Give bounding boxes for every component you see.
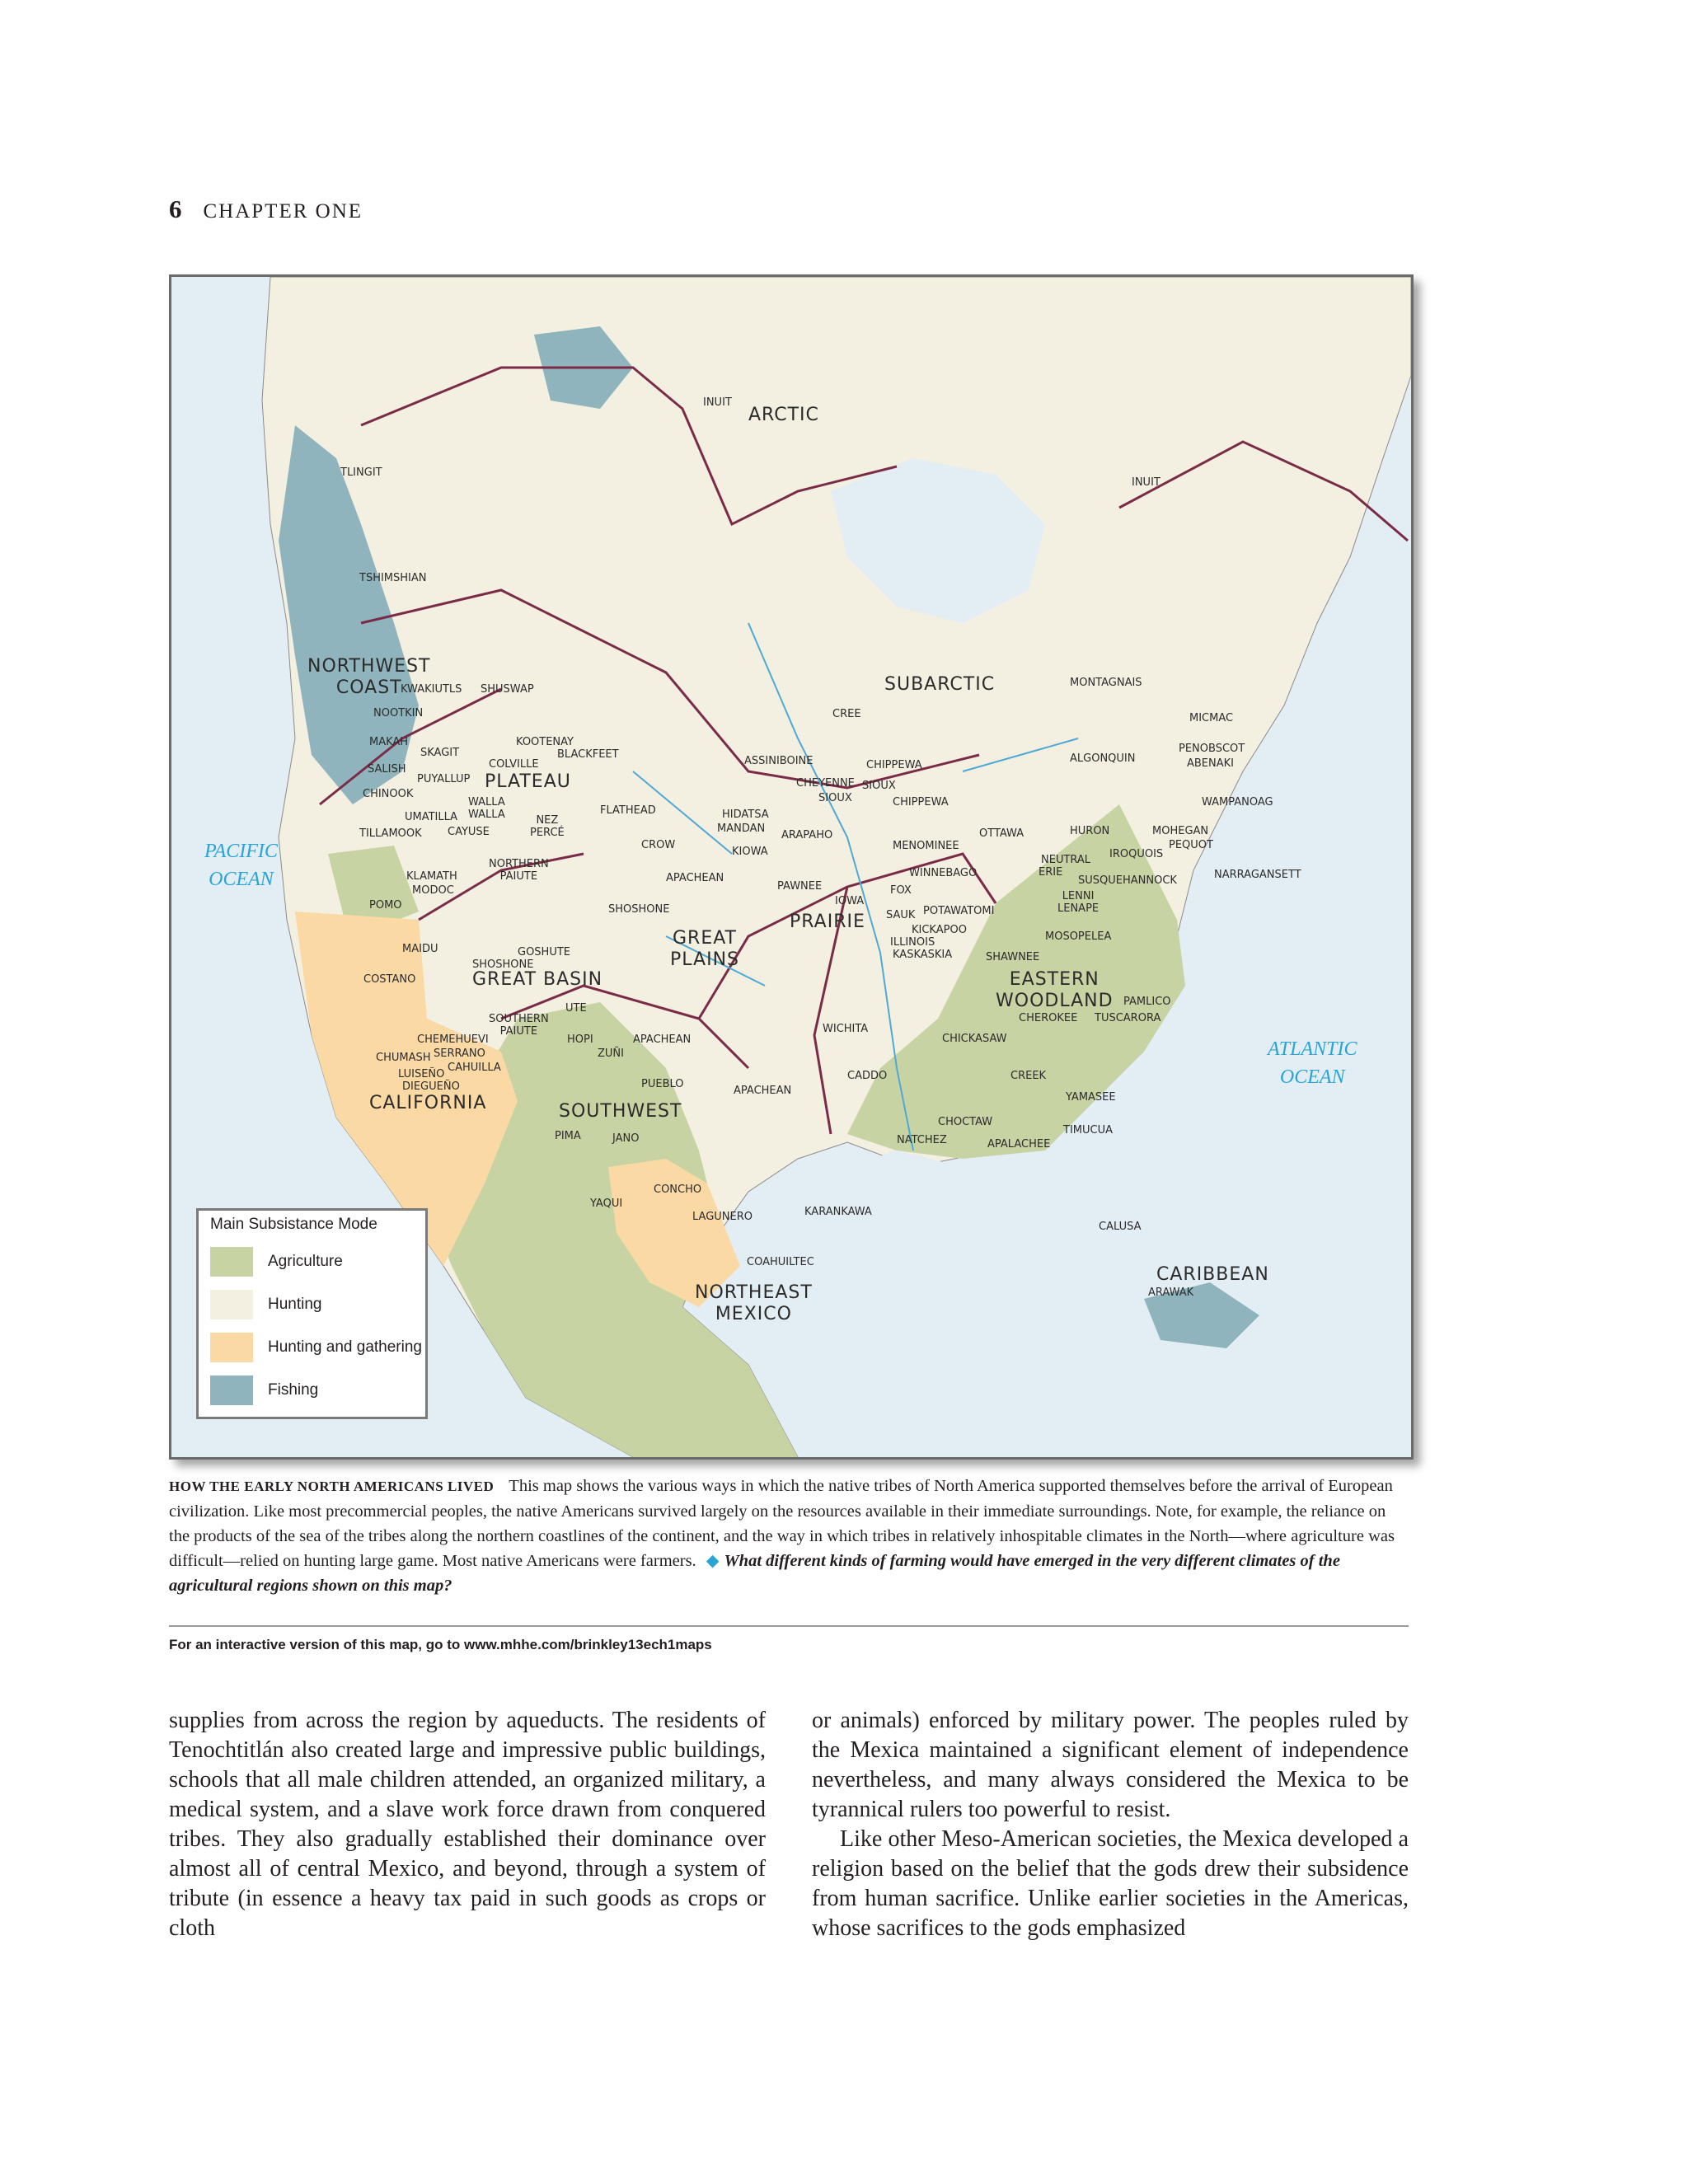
tribe-label: COAHUILTEC [747,1256,814,1268]
tribe-label: YAMASEE [1066,1091,1116,1104]
tribe-label: WAMPANOAG [1202,796,1273,808]
tribe-label: SHOSHONE [472,958,534,971]
tribe-label: KOOTENAY [516,736,574,748]
legend-item-fishing [210,1376,425,1405]
caption-question: What different kinds of farming would have emerged in the very different climates of the agricultural regions shown on this map? [169,1552,1340,1595]
tribe-label: PEQUOT [1169,839,1213,851]
tribe-label: TILLAMOOK [359,827,422,840]
tribe-label: SIOUX [818,792,852,804]
tribe-label: SERRANO [434,1047,485,1060]
tribe-label: POTAWATOMI [923,905,995,917]
tribe-label: CHIPPEWA [866,759,922,771]
body-column-right [812,1706,1409,1943]
tribe-label: CHUMASH [376,1052,431,1064]
tribe-label: ABENAKI [1187,757,1235,770]
caption-title: HOW THE EARLY NORTH AMERICANS LIVED [169,1479,495,1494]
tribe-label: NORTHERN PAIUTE [489,858,549,883]
legend-swatch [210,1290,253,1319]
page-number: 6 [169,194,182,223]
caption-divider [169,1625,1409,1627]
tribe-label: APACHEAN [633,1033,692,1046]
paragraph: supplies from across the region by aqueducts. The residents of Tenochtitlán also created large and impressive public buildings, schools that all male children attended, an organized military, a medical system, and a slave work force drawn from conquered tribes. They also gradually established their dominance over almost all of central Mexico, and beyond, through a system of tribute (in essence a heavy tax paid in such goods as crops or cloth [169,1708,766,1941]
tribe-label: SOUTHERN PAIUTE [489,1013,549,1038]
tribe-label: TSHIMSHIAN [359,572,427,584]
tribe-label: MANDAN [717,823,766,835]
tribe-label: LENNI LENAPE [1057,890,1100,915]
tribe-label: PUYALLUP [417,773,471,785]
tribe-label: APALACHEE [987,1138,1051,1151]
region-california: CALIFORNIA [369,1093,487,1113]
tribe-label: GOSHUTE [518,946,571,958]
tribe-label: POMO [369,899,402,912]
tribe-label: APACHEAN [734,1085,792,1097]
legend-label: Hunting [268,1296,322,1313]
tribe-label: MENOMINEE [893,840,959,852]
tribe-label: HURON [1070,825,1110,837]
tribe-label: UMATILLA [405,811,458,823]
pacific-ocean-label: PACIFIC OCEAN [204,841,278,890]
tribe-label: KASKASKIA [893,949,953,961]
tribe-label: ERIE [1039,866,1063,879]
tribe-label: TUSCARORA [1095,1012,1161,1024]
tribe-label: CREE [832,708,861,720]
tribe-label: PUEBLO [641,1078,684,1090]
tribe-label: SHOSHONE [608,903,670,916]
tribe-label: TLINGIT [340,466,382,479]
subsistence-map [169,274,1414,1460]
legend-item-hunting-gathering [210,1333,425,1362]
tribe-label: OTTAWA [979,827,1025,840]
tribe-label: WINNEBAGO [909,867,978,879]
tribe-label: MONTAGNAIS [1070,677,1142,689]
tribe-label: KWAKIUTLS [401,683,462,696]
legend-item-hunting [210,1290,425,1319]
tribe-label: YAQUI [590,1197,623,1210]
map-legend [196,1208,428,1419]
tribe-label: HIDATSA [722,808,769,821]
legend-label: Agriculture [268,1253,343,1270]
tribe-label: LUISEÑO [398,1068,445,1080]
region-southwest: SOUTHWEST [559,1101,682,1122]
body-column-left [169,1706,766,1943]
tribe-label: NEZ PERCÉ [530,814,565,839]
tribe-label: HOPI [567,1033,593,1046]
tribe-label: NEUTRAL [1041,854,1091,866]
region-northeast-mexico: NORTHEAST MEXICO [695,1282,813,1324]
chapter-title: CHAPTER ONE [203,200,363,223]
tribe-label: PAWNEE [777,880,823,893]
tribe-label: TIMUCUA [1063,1124,1113,1137]
tribe-label: KARANKAWA [804,1206,872,1218]
tribe-label: PAMLICO [1123,996,1171,1008]
tribe-label: COLVILLE [489,758,539,771]
tribe-label: MODOC [412,884,454,897]
region-great-basin: GREAT BASIN [472,969,603,990]
tribe-label: MAKAH [369,736,409,748]
tribe-label: CAHUILLA [448,1062,501,1074]
tribe-label: CHIPPEWA [893,796,949,808]
tribe-label: SUSQUEHANNOCK [1078,874,1177,887]
tribe-label: DIEGUEÑO [402,1080,460,1093]
tribe-label: KLAMATH [406,870,457,883]
legend-item-agriculture [210,1247,425,1277]
tribe-label: NATCHEZ [897,1134,947,1146]
tribe-label: NARRAGANSETT [1214,869,1301,881]
tribe-label: CHICKASAW [942,1033,1007,1045]
tribe-label: PIMA [555,1130,581,1142]
tribe-label: IROQUOIS [1109,848,1164,860]
tribe-label: INUIT [1132,476,1160,489]
tribe-label: ASSINIBOINE [744,755,814,767]
tribe-label: CHEYENNE [796,777,855,790]
tribe-label: CHOCTAW [938,1116,993,1128]
tribe-label: MAIDU [402,943,438,955]
interactive-map-note: For an interactive version of this map, go to www.mhhe.com/brinkley13ech1maps [169,1637,712,1652]
caption-body: This map shows the various ways in which the native tribes of North America supported themselves before the arrival of European civilization. Like most precommercial peoples, the native Americans survived largely on the resources available in their immediate surroundings. Note, for example, the reliance on the products of the sea of the tribes along the northern coastlines of the continent, and the way in which tribes in relatively inhospitable climates in the North—where agriculture was difficult—relied on hunting large game. Most native Americans were farmers. [169,1477,1395,1570]
tribe-label: CROW [641,839,676,851]
tribe-label: SAUK [886,909,916,921]
tribe-label: COSTANO [363,973,416,986]
tribe-label: SHUSWAP [481,683,534,696]
tribe-label: IOWA [835,895,865,907]
tribe-label: JANO [612,1132,640,1145]
legend-label: Fishing [268,1381,319,1399]
region-prairie: PRAIRIE [790,912,865,932]
tribe-label: MOHEGAN [1152,825,1209,837]
paragraph: or animals) enforced by military power. The peoples ruled by the Mexica maintained a significant element of independence nevertheless, and many always considered the Mexica to be tyrannical rulers too powerful to resist. [812,1708,1409,1822]
tribe-label: ILLINOIS [890,936,935,949]
tribe-label: CONCHO [654,1183,702,1196]
region-eastern-woodland: EASTERN WOODLAND [996,969,1114,1011]
diamond-icon: ◆ [706,1552,720,1570]
legend-title: Main Subsistance Mode [210,1216,377,1233]
tribe-label: WALLA WALLA [468,796,505,821]
tribe-label: CHINOOK [363,788,414,800]
region-great-plains: GREAT PLAINS [670,928,739,970]
map-caption [169,1474,1409,1598]
region-caribbean: CARIBBEAN [1156,1264,1269,1285]
tribe-label: SIOUX [862,780,896,792]
tribe-label: CADDO [847,1070,888,1082]
tribe-label: ARAPAHO [781,829,833,841]
tribe-label: CHEMEHUEVI [417,1033,489,1046]
tribe-label: CAYUSE [448,826,490,838]
tribe-label: ZUÑI [598,1047,624,1060]
tribe-label: WICHITA [823,1023,869,1035]
page-header [169,194,363,224]
legend-swatch [210,1333,253,1362]
tribe-label: SHAWNEE [986,951,1040,963]
tribe-label: CHEROKEE [1019,1012,1078,1024]
tribe-label: INUIT [703,396,732,409]
tribe-label: SKAGIT [420,747,460,759]
tribe-label: ALGONQUIN [1070,752,1136,765]
region-subarctic: SUBARCTIC [884,674,996,695]
paragraph: Like other Meso-American societies, the Mexica developed a religion based on the belief that the gods drew their subsidence from human sacrifice. Unlike earlier societies in the Americas, whose sacrifices to the gods emphasized [812,1826,1409,1941]
tribe-label: UTE [565,1002,587,1015]
legend-swatch [210,1376,253,1405]
tribe-label: KIOWA [732,846,768,858]
tribe-label: BLACKFEET [557,748,619,761]
tribe-label: CREEK [1010,1070,1047,1082]
tribe-label: APACHEAN [666,872,724,884]
tribe-label: PENOBSCOT [1179,743,1245,755]
tribe-label: NOOTKIN [373,707,424,719]
tribe-label: ARAWAK [1148,1286,1194,1299]
legend-label: Hunting and gathering [268,1338,422,1356]
tribe-label: KICKAPOO [912,924,967,936]
legend-swatch [210,1247,253,1277]
tribe-label: FOX [890,884,912,897]
tribe-label: FLATHEAD [600,804,656,817]
region-northwest-coast: NORTHWEST COAST [307,656,431,698]
tribe-label: SALISH [368,763,406,776]
tribe-label: MOSOPELEA [1045,930,1112,943]
tribe-label: CALUSA [1099,1221,1142,1233]
tribe-label: LAGUNERO [692,1211,753,1223]
region-arctic: ARCTIC [748,405,819,425]
atlantic-ocean-label: ATLANTIC OCEAN [1268,1038,1357,1088]
tribe-label: MICMAC [1189,712,1234,724]
region-plateau: PLATEAU [485,771,571,792]
